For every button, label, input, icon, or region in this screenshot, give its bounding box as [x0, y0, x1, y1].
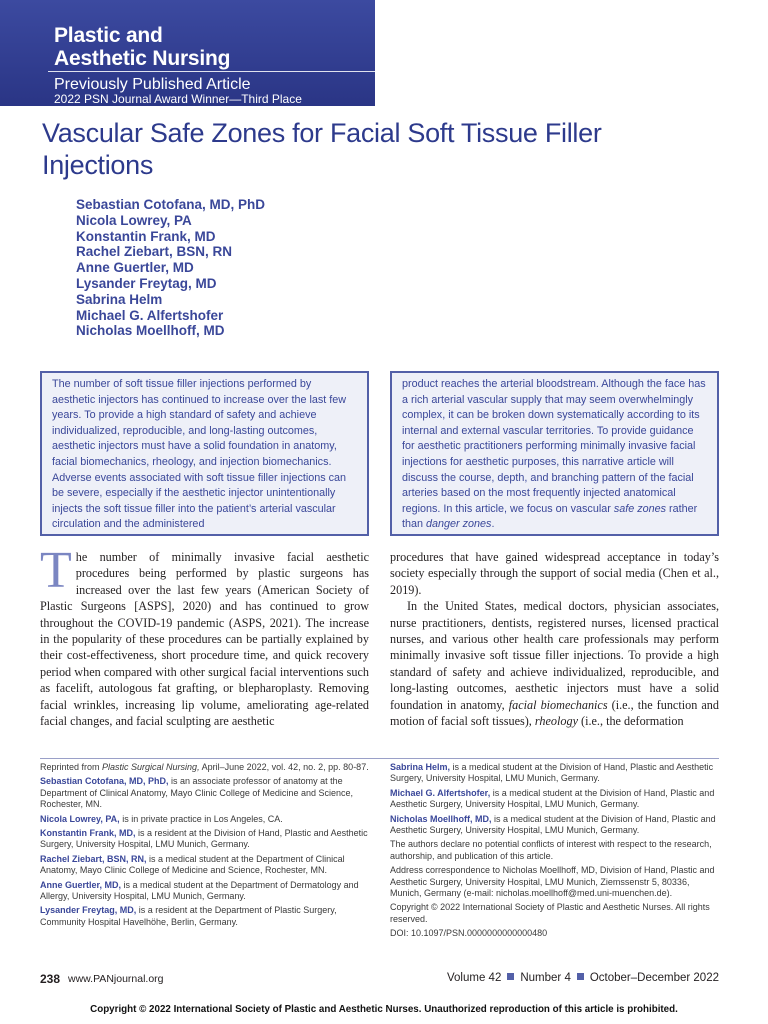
affiliation-text: is a resident at the Department of Plastic Surgery, Community Hospital Havelhöhe, Berlin, Germany.: [40, 905, 337, 927]
affiliation-author: Sebastian Cotofana, MD, PhD,: [40, 776, 169, 787]
abstract-emphasis: safe zones: [613, 502, 667, 515]
affiliation-author: Rachel Ziebart, BSN, RN,: [40, 853, 147, 864]
article-title-line1: Vascular Safe Zones for Facial Soft Tissue Filler: [42, 118, 602, 148]
author-list: [76, 197, 265, 339]
affiliation-note: [40, 776, 369, 810]
article-title-line2: Injections: [42, 150, 154, 180]
conflict-statement: The authors declare no potential conflicts of interest with respect to the research, authorship, and publication of this article.: [390, 839, 712, 861]
journal-name: [54, 24, 230, 70]
body-paragraph: [390, 549, 719, 598]
reprint-journal: Plastic Surgical Nursing,: [102, 762, 200, 772]
affiliation-author: Michael G. Alfertshofer,: [390, 787, 491, 798]
body-emphasis: rheology: [534, 714, 578, 729]
page-number: 238: [40, 972, 61, 986]
affiliation-text: is a medical student at the Department of Clinical Anatomy, Mayo Clinic College of Medicine and Science, Rochester, MN.: [40, 853, 345, 876]
affiliation-note: [40, 814, 369, 825]
affiliation-note: [390, 762, 719, 785]
affiliation-author: Nicholas Moellhoff, MD,: [390, 813, 492, 824]
affiliation-notes-left: [40, 762, 369, 931]
author-name: Anne Guertler, MD: [76, 260, 194, 276]
body-text: procedures that have gained widespread acceptance in today’s society especially through the support of social media (Chen et al., 2019).: [390, 550, 719, 597]
affiliation-text: is a medical student at the Division of Hand, Plastic and Aesthetic Surgery, University Hospital, LMU Munich, Germany.: [390, 813, 716, 836]
affiliation-note: [40, 828, 369, 851]
abstract-box-left: [40, 371, 369, 536]
author-name: Konstantin Frank, MD: [76, 228, 216, 244]
abstract-emphasis: danger zones: [426, 518, 492, 531]
journal-banner: [0, 0, 375, 106]
author-name: Rachel Ziebart, BSN, RN: [76, 244, 233, 260]
body-text: (i.e., the function and motion of facial soft tissues),: [390, 697, 719, 729]
author-name: Sabrina Helm: [76, 291, 163, 307]
banner-divider: [48, 71, 375, 72]
copyright-note: Copyright © 2022 International Society of Plastic and Aesthetic Nurses. All rights reserved.: [390, 902, 710, 924]
affiliation-note: [390, 788, 719, 811]
page-footer: [40, 972, 719, 988]
affiliation-text: is a medical student at the Department of Dermatology and Allergy, University Hospital, LMU Munich, Germany.: [40, 879, 359, 902]
doi: DOI: 10.1097/PSN.0000000000000480: [390, 928, 548, 939]
affiliation-author: Anne Guertler, MD,: [40, 879, 122, 890]
affiliation-author: Sabrina Helm,: [390, 762, 451, 772]
affiliation-text: is a medical student at the Division of Hand, Plastic and Aesthetic Surgery, University Hospital, LMU Munich, Germany.: [390, 762, 714, 784]
author-name: Lysander Freytag, MD: [76, 275, 217, 291]
author-name: Sebastian Cotofana, MD, PhD: [76, 197, 266, 212]
body-column-right: [390, 549, 719, 729]
author-name: Nicola Lowrey, PA: [76, 212, 192, 228]
correspondence-address: Address correspondence to Nicholas Moellhoff, MD, Division of Hand, Plastic and Aesthetic Surgery, University Hospital, LMU Munich, Ziemssenstr 5, 80336, Munich, Germany (e-mail: nicholas.moellhoff@med.uni-muenchen.de).: [390, 865, 715, 899]
body-column-left: [40, 542, 369, 729]
award-label: 2022 PSN Journal Award Winner—Third Place: [54, 92, 302, 106]
square-bullet-icon: [577, 973, 584, 980]
reprint-note: [40, 762, 369, 773]
issue-info: [447, 972, 719, 984]
affiliation-notes-right: [390, 762, 719, 943]
square-bullet-icon: [507, 973, 514, 980]
journal-name-line2: Aesthetic Nursing: [54, 47, 231, 70]
copyright-banner: Copyright © 2022 International Society of Plastic and Aesthetic Nurses. Unauthorized reproduction of this article is prohibited.: [90, 1004, 678, 1015]
body-text: In the United States, medical doctors, physician associates, nurse practitioners, dentists, registered nurses, licensed practical nurses, and various other health care professionals may perform minimally invasive soft tissue filler injections. To provide a high standard of safety and achieve individualized, reproducible, and long-lasting outcomes, aesthetic injectors must have a solid foundation in anatomy,: [390, 599, 719, 712]
journal-website-link[interactable]: www.PANjournal.org: [68, 973, 164, 985]
affiliation-text: is an associate professor of anatomy at the Department of Clinical Anatomy, Mayo Clinic College of Medicine and Science, Rochester, MN.: [40, 776, 353, 810]
journal-name-line1: Plastic and: [54, 24, 163, 47]
affiliation-note: [40, 880, 369, 903]
affiliation-text: is a resident at the Division of Hand, Plastic and Aesthetic Surgery, University Hospital, LMU Munich, Germany.: [40, 828, 368, 850]
affiliation-text: is in private practice in Los Angeles, CA.: [119, 813, 283, 824]
abstract-text: product reaches the arterial bloodstream. Although the face has a rich arterial vascular supply that may seem overwhelmingly complex, it can be broken down systematically according to its internal and external vascular territories. To provide guidance for aesthetic practitioners performing minimally invasive facial injections for aesthetic purposes, this narrative article will discuss the course, depth, and branching pattern of the facial arteries based on the most frequently injected anatomical regions. In this article, we focus on vascular: [402, 378, 706, 515]
affiliation-note: [390, 814, 719, 837]
author-name: Nicholas Moellhoff, MD: [76, 323, 225, 339]
abstract-text: .: [491, 518, 495, 531]
body-text: (i.e., the deformation: [577, 714, 684, 729]
body-emphasis: facial biomechanics: [508, 697, 608, 712]
reprint-text: Reprinted from: [40, 762, 103, 772]
affiliation-note: [40, 854, 369, 877]
number-label: Number 4: [520, 972, 571, 984]
article-title: [42, 117, 742, 181]
abstract-text: rather than: [402, 502, 698, 531]
affiliation-text: is a medical student at the Division of Hand, Plastic and Aesthetic Surgery, University Hospital, LMU Munich, Germany.: [390, 787, 715, 810]
previously-published-label: Previously Published Article: [54, 76, 251, 93]
abstract-text: The number of soft tissue filler injections performed by aesthetic injectors has continued to increase over the last few years. To provide a high standard of safety and achieve individualized, reproducible, and long-lasting outcomes, aesthetic injectors must have a solid foundation in anatomy, facial biomechanics, rheology, and injection biomechanics. Adverse events associated with soft tissue filler injections can be severe, especially if the aesthetic injector unintentionally injects the soft tissue filler into the patient’s arterial vascular circulation and the administered: [52, 378, 347, 531]
affiliation-author: Konstantin Frank, MD,: [40, 828, 136, 839]
affiliation-note: [40, 905, 369, 928]
date-label: October–December 2022: [589, 972, 719, 984]
affiliation-author: Nicola Lowrey, PA,: [40, 813, 120, 824]
footnote-divider: [40, 758, 719, 759]
body-text: he number of minimally invasive facial aesthetic procedures being performed by plastic surgeons has increased over the last few years (American Society of Plastic Surgeons [ASPS], 2020) and has continued to grow throughout the COVID-19 pandemic (ASPS, 2021). The increase in the popularity of these procedures can be partially explained by their cost-effectiveness, short procedure time, and quick recovery period when compared with other surgical facial interventions such as facelift, autologous fat grafting, or blepharoplasty. Removing facial wrinkles, increasing lip volume, ameliorating age-related facial changes, and facial sculpting are aesthetic: [40, 550, 369, 729]
body-paragraph: [390, 598, 719, 729]
author-name: Michael G. Alfertshofer: [76, 307, 224, 323]
drop-cap: T: [40, 542, 72, 599]
abstract-box-right: [390, 371, 719, 536]
reprint-text: April–June 2022, vol. 42, no. 2, pp. 80-87.: [199, 762, 369, 772]
affiliation-author: Lysander Freytag, MD,: [40, 905, 137, 916]
volume-label: Volume 42: [447, 972, 502, 984]
